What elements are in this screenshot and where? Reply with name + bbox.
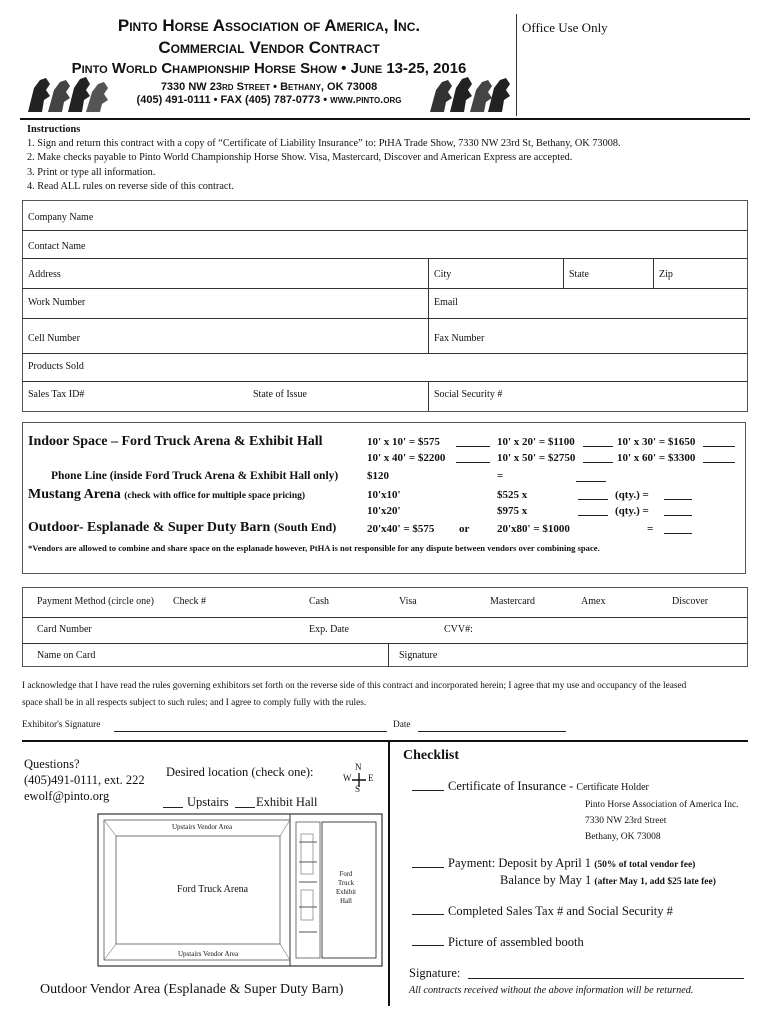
exp-date-field[interactable]: Exp. Date bbox=[309, 624, 349, 635]
mustang-10x10-total[interactable] bbox=[664, 499, 692, 500]
exhibit-hall-option[interactable]: Exhibit Hall bbox=[256, 795, 318, 809]
mustang-10x20-total[interactable] bbox=[664, 515, 692, 516]
outdoor-vendor-area-label: Outdoor Vendor Area (Esplanade & Super Duty Barn) bbox=[40, 982, 344, 997]
cert-holder-label: Certificate Holder bbox=[576, 782, 649, 793]
state-field[interactable]: State bbox=[569, 269, 589, 280]
card-number-field[interactable]: Card Number bbox=[37, 624, 92, 635]
payment-item bbox=[448, 856, 695, 871]
holder-line: Pinto Horse Association of America Inc. bbox=[585, 800, 739, 810]
compass-west: W bbox=[343, 773, 352, 783]
visa-option[interactable]: Visa bbox=[399, 596, 417, 607]
desired-location-label: Desired location (check one): bbox=[166, 765, 314, 779]
outdoor-title: Outdoor- Esplanade & Super Duty Barn bbox=[28, 520, 271, 535]
outdoor-20x40: 20'x40' = $575 bbox=[367, 523, 435, 535]
instruction-item: 2. Make checks payable to Pinto World Championship Horse Show. Visa, Mastercard, Discover and American Express are accepted. bbox=[27, 152, 573, 164]
cash-option[interactable]: Cash bbox=[309, 596, 329, 607]
balance-label: Balance by May 1 bbox=[500, 873, 592, 887]
work-number-field[interactable]: Work Number bbox=[28, 297, 86, 308]
outdoor-subtitle: (South End) bbox=[273, 520, 337, 534]
questions-label: Questions? bbox=[24, 757, 80, 771]
holder-line: Bethany, OK 73008 bbox=[585, 832, 661, 842]
indoor-10x50: 10' x 50' = $2750 bbox=[497, 452, 576, 464]
zip-field[interactable]: Zip bbox=[659, 269, 673, 280]
mustang-10x20-qty: (qty.) = bbox=[615, 505, 649, 517]
map-hall-label-line: Exhibit bbox=[335, 889, 356, 896]
checklist-heading: Checklist bbox=[403, 748, 459, 763]
mustang-title: Mustang Arena bbox=[28, 487, 121, 502]
instruction-item: 3. Print or type all information. bbox=[27, 166, 156, 178]
cvv-field[interactable]: CVV#: bbox=[444, 624, 473, 635]
checklist-footer: All contracts received without the above information will be returned. bbox=[409, 985, 694, 996]
mustang-10x10: 10'x10' bbox=[367, 489, 401, 501]
sales-tax-field[interactable]: Sales Tax ID# bbox=[28, 389, 85, 400]
cell-number-field[interactable]: Cell Number bbox=[28, 333, 80, 344]
indoor-space-title: Indoor Space – Ford Truck Arena & Exhibit Hall bbox=[28, 434, 323, 449]
org-address: 7330 NW 23rd Street • Bethany, OK 73008 bbox=[160, 81, 378, 93]
payment-check[interactable] bbox=[412, 867, 444, 868]
instruction-item: 4. Read ALL rules on reverse side of this contract. bbox=[27, 180, 234, 192]
horse-heads-right-icon bbox=[426, 74, 516, 114]
payment-note: (50% of total vendor fee) bbox=[594, 860, 696, 870]
indoor-10x20: 10' x 20' = $1100 bbox=[497, 436, 575, 448]
compass-north: N bbox=[355, 762, 362, 772]
card-signature-field[interactable]: Signature bbox=[399, 650, 438, 661]
compass-east: E bbox=[368, 773, 374, 783]
date-line[interactable] bbox=[418, 731, 566, 732]
payment-method-label: Payment Method (circle one) bbox=[37, 596, 154, 607]
indoor-10x20-check[interactable] bbox=[583, 446, 613, 447]
exhibit-hall-check[interactable] bbox=[235, 807, 255, 808]
instructions-heading: Instructions bbox=[27, 124, 81, 135]
phone-line-label: Phone Line (inside Ford Truck Arena & Exhibit Hall only) bbox=[51, 470, 339, 482]
cert-holder-address bbox=[585, 797, 739, 845]
picture-item: Picture of assembled booth bbox=[448, 935, 584, 949]
phone-line-total[interactable] bbox=[576, 481, 606, 482]
fax-number-field[interactable]: Fax Number bbox=[434, 333, 485, 344]
company-name-field[interactable]: Company Name bbox=[28, 212, 94, 223]
outdoor-or: or bbox=[459, 523, 470, 535]
questions-email[interactable]: ewolf@pinto.org bbox=[24, 789, 110, 803]
instructions bbox=[27, 123, 621, 194]
address-field[interactable]: Address bbox=[28, 269, 61, 280]
compass-south: S bbox=[355, 784, 361, 794]
questions-block bbox=[24, 756, 145, 804]
indoor-10x60: 10' x 60' = $3300 bbox=[617, 452, 696, 464]
acknowledgement-line: space shall be in all respects subject to such rules; and I agree to comply fully with the rules. bbox=[22, 698, 367, 708]
indoor-10x10: 10' x 10' = $575 bbox=[367, 436, 440, 448]
sales-tax-item: Completed Sales Tax # and Social Security # bbox=[448, 904, 673, 918]
map-hall-label-line: Truck bbox=[338, 880, 354, 887]
show-title: Pinto World Championship Horse Show • June 13-25, 2016 bbox=[71, 60, 467, 77]
balance-note: (after May 1, add $25 late fee) bbox=[594, 877, 716, 887]
amex-option[interactable]: Amex bbox=[581, 596, 606, 607]
payment-label: Payment: Deposit by April 1 bbox=[448, 856, 592, 870]
indoor-10x40-check[interactable] bbox=[456, 462, 490, 463]
name-on-card-field[interactable]: Name on Card bbox=[37, 650, 96, 661]
checklist-signature-label: Signature: bbox=[409, 966, 461, 980]
indoor-10x60-check[interactable] bbox=[703, 462, 735, 463]
map-upstairs-top-label: Upstairs Vendor Area bbox=[172, 823, 233, 831]
balance-item bbox=[500, 873, 716, 888]
products-sold-field[interactable]: Products Sold bbox=[28, 361, 84, 372]
exhibitor-signature-row bbox=[22, 720, 100, 730]
check-option[interactable]: Check # bbox=[173, 596, 207, 607]
instruction-item: 1. Sign and return this contract with a copy of “Certificate of Liability Insurance” to: PtHA Trade Show, 7330 NW 23rd St, Bethany, OK 73008. bbox=[27, 138, 621, 150]
discover-option[interactable]: Discover bbox=[672, 596, 709, 607]
upstairs-check[interactable] bbox=[163, 807, 183, 808]
map-hall-label bbox=[333, 870, 359, 906]
exhibitor-signature-label: Exhibitor's Signature bbox=[22, 720, 101, 730]
acknowledgement bbox=[22, 678, 686, 712]
ssn-field[interactable]: Social Security # bbox=[434, 389, 503, 400]
phone-line-price: $120 bbox=[367, 470, 389, 482]
mustang-10x10-price: $525 x bbox=[497, 489, 528, 501]
horse-heads-left-icon bbox=[24, 74, 114, 114]
mustang-row bbox=[28, 487, 305, 503]
email-field[interactable]: Email bbox=[434, 297, 458, 308]
outdoor-20x80: 20'x80' = $1000 bbox=[497, 523, 570, 535]
contact-name-field[interactable]: Contact Name bbox=[28, 241, 86, 252]
indoor-10x10-check[interactable] bbox=[456, 446, 490, 447]
questions-phone: (405)491-0111, ext. 222 bbox=[24, 773, 145, 787]
outdoor-total[interactable] bbox=[664, 533, 692, 534]
mustang-10x20-price: $975 x bbox=[497, 505, 528, 517]
outdoor-equals: = bbox=[647, 523, 654, 535]
mustang-10x10-qty: (qty.) = bbox=[615, 489, 649, 501]
cert-check[interactable] bbox=[412, 790, 444, 791]
mustang-10x20: 10'x20' bbox=[367, 505, 401, 517]
map-arena-label: Ford Truck Arena bbox=[177, 884, 249, 895]
indoor-10x30: 10' x 30' = $1650 bbox=[617, 436, 696, 448]
mastercard-option[interactable]: Mastercard bbox=[490, 596, 535, 607]
upstairs-option[interactable]: Upstairs bbox=[187, 795, 229, 809]
compass bbox=[340, 762, 380, 798]
exhibitor-signature-line[interactable] bbox=[114, 731, 387, 732]
cert-item bbox=[448, 779, 649, 794]
mustang-note: (check with office for multiple space pricing) bbox=[124, 491, 306, 501]
sales-tax-check[interactable] bbox=[412, 914, 444, 915]
vendor-note: *Vendors are allowed to combine and share space on the esplanade however, PtHA is not responsible for any dispute between vendors over combining space. bbox=[28, 543, 600, 553]
mustang-10x20-qty-input[interactable] bbox=[578, 515, 608, 516]
picture-check[interactable] bbox=[412, 945, 444, 946]
org-phone: (405) 491-0111 • FAX (405) 787-0773 • www.pinto.org bbox=[136, 94, 402, 106]
phone-line-equals: = bbox=[497, 470, 504, 482]
acknowledgement-line: I acknowledge that I have read the rules governing exhibitors set forth on the reverse side of this contract and incorporated herein; I agree that my use and occupancy of the leased bbox=[22, 681, 687, 691]
org-title: Pinto Horse Association of America, Inc. bbox=[117, 16, 421, 35]
city-field[interactable]: City bbox=[434, 269, 452, 280]
indoor-10x40: 10' x 40' = $2200 bbox=[367, 452, 446, 464]
holder-line: 7330 NW 23rd Street bbox=[585, 816, 667, 826]
cert-label: Certificate of Insurance - bbox=[448, 779, 574, 793]
map-hall-label-line: Hall bbox=[340, 898, 352, 905]
map-upstairs-bottom-label: Upstairs Vendor Area bbox=[178, 950, 239, 958]
office-use-label: Office Use Only bbox=[522, 20, 608, 35]
indoor-10x30-check[interactable] bbox=[703, 446, 735, 447]
checklist-signature-line[interactable] bbox=[468, 978, 744, 979]
indoor-10x50-check[interactable] bbox=[583, 462, 613, 463]
mustang-10x10-qty-input[interactable] bbox=[578, 499, 608, 500]
date-label: Date bbox=[393, 720, 411, 730]
outdoor-row bbox=[28, 520, 336, 536]
map-hall-label-line: Ford bbox=[339, 871, 353, 878]
contract-title: Commercial Vendor Contract bbox=[158, 38, 380, 57]
state-of-issue-field[interactable]: State of Issue bbox=[253, 389, 307, 400]
